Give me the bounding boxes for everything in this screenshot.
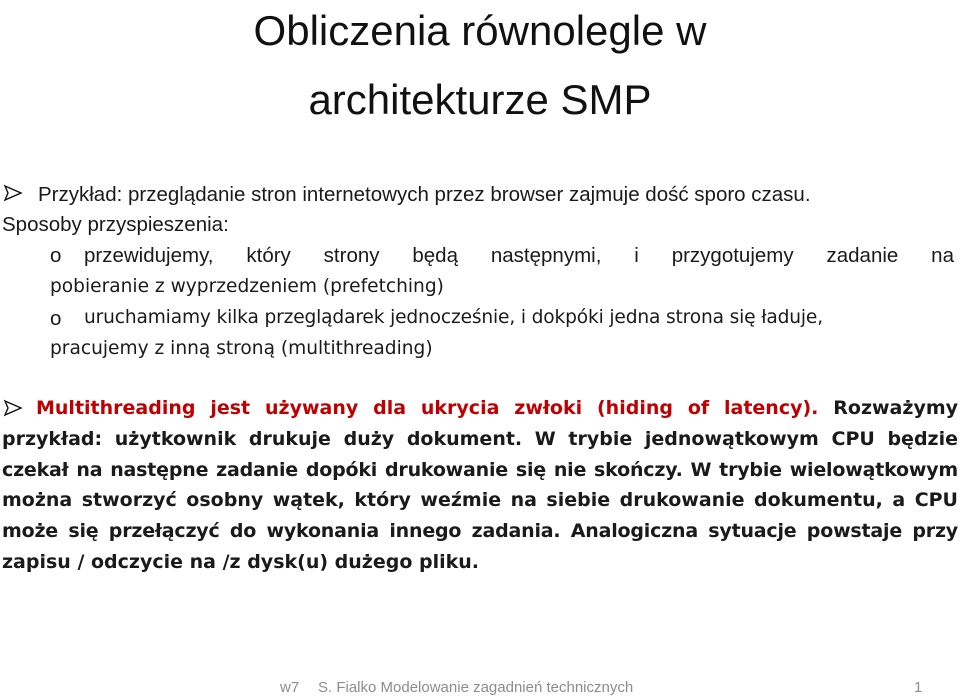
sub2-marker: o [50,307,62,330]
bullet1-line1: Przykład: przeglądanie stron internetowych przez browser zajmuje dość sporo czasu. [38,183,811,206]
sub1-line1: przewidujemy, który strony będą następnymi, i przygotujemy zadanie na [84,244,954,267]
bullet2-line2: przykład: użytkownik drukuje duży dokument. W trybie jednowątkowym CPU będzie [2,428,958,450]
footer-author-course: S. Fialko Modelowanie zagadnień technicznych [318,679,634,696]
bullet2-line5: może się przełączyć do wykonania innego zadania. Analogiczna sytuacje powstaje przy [2,520,958,542]
bullet2-line4: można stworzyć osobny wątek, który weźmie na siebie drukowanie dokumentu, a CPU [2,489,958,511]
slide-title [0,0,960,134]
sub2-line2: pracujemy z inną stroną (multithreading) [50,338,433,359]
sub1-marker: o [50,244,62,267]
bullet1-line2: Sposoby przyspieszenia: [2,213,229,236]
bullet2-line6: zapisu / odczycie na /z dysk(u) dużego pliku. [2,551,479,573]
sub1-line2: pobieranie z wyprzedzeniem (prefetching) [50,276,444,297]
footer-lecture: w7 [280,679,300,696]
arrow-bullet-icon [4,400,22,416]
title-line-2: architekturze SMP [308,76,652,123]
title-line-1: Obliczenia równolegle w [253,7,707,54]
arrow-bullet-icon [4,185,22,201]
bullet2-line1 [36,397,958,423]
bullet2-line3: czekał na następne zadanie dopóki drukowanie się nie skończy. W trybie wielowątkowym [2,459,958,481]
bullet2-line1-rest: Rozważymy [833,397,958,419]
footer-page-number: 1 [914,679,923,696]
sub2-line1: uruchamiamy kilka przeglądarek jednocześnie, i dokpóki jedna strona się ładuje, [84,307,823,328]
bullet2-highlight: Multithreading jest używany dla ukrycia zwłoki (hiding of latency). [36,397,819,419]
